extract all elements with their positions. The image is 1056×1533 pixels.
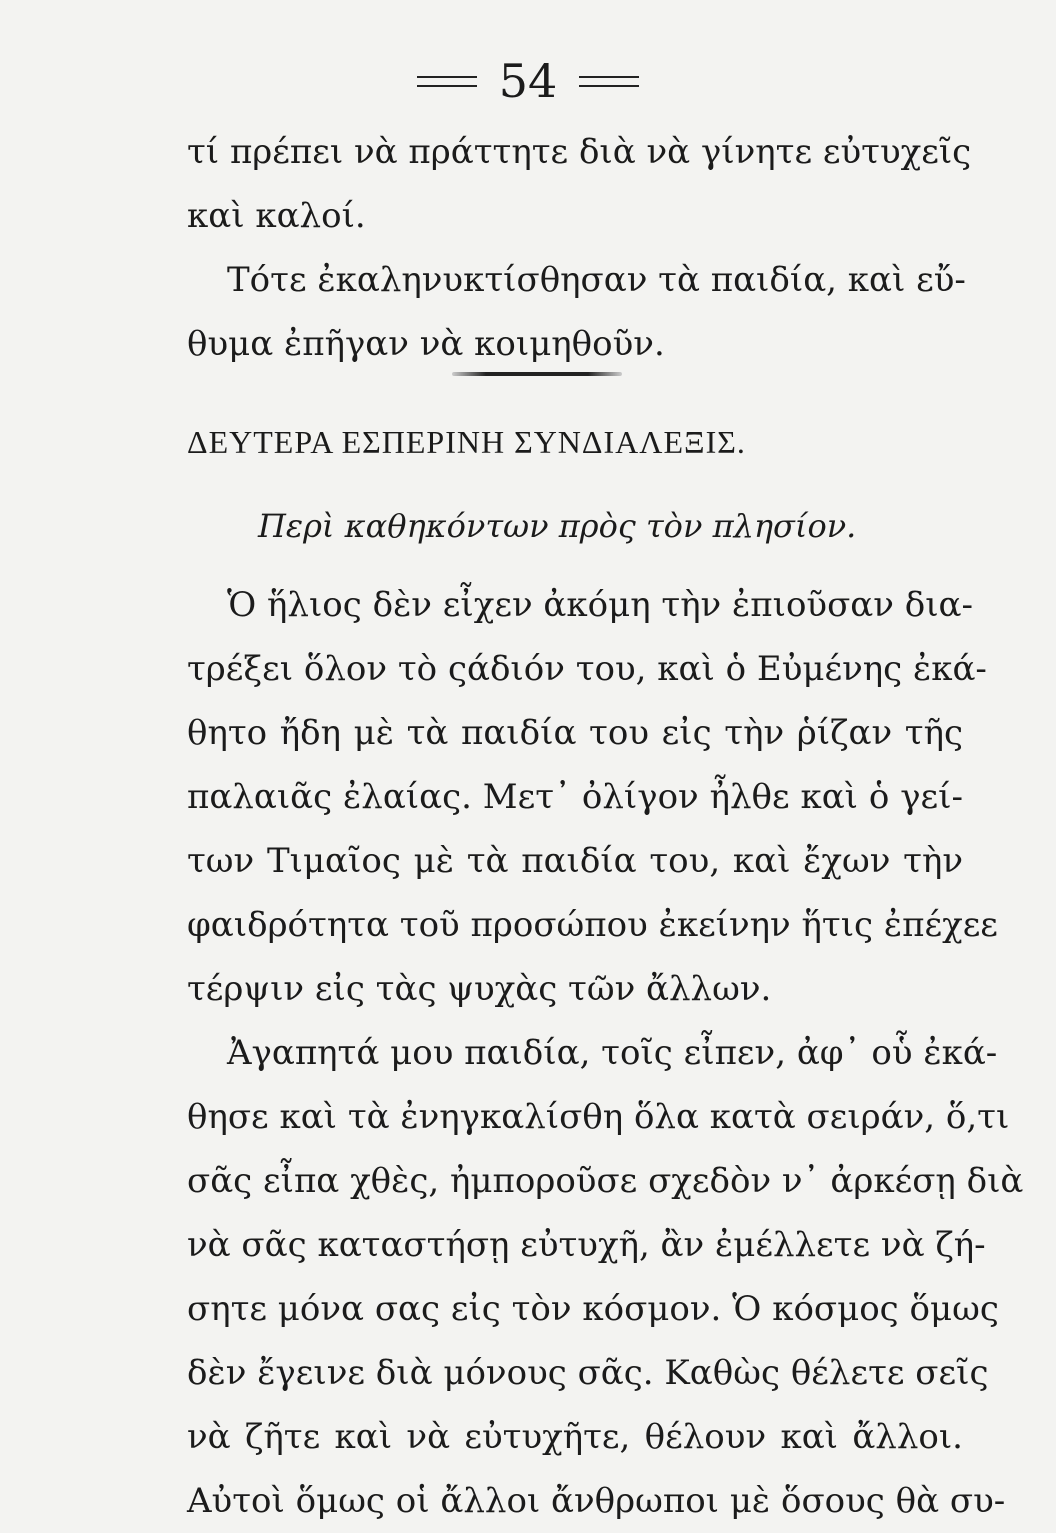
section-title: ΔΕΥΤΕΡΑ ΕΣΠΕΡΙΝΗ ΣΥΝΔΙΑΛΕΞΙΣ. — [187, 424, 746, 460]
right-double-rule — [579, 76, 639, 87]
text-line: τί πρέπει νὰ πράττητε διὰ νὰ γίνητε εὐτυχεῖς — [187, 132, 972, 172]
page-header — [0, 54, 1056, 108]
text-line: θησε καὶ τὰ ἐνηγκαλίσθη ὅλα κατὰ σειράν, ὅ,τι — [187, 1097, 1010, 1137]
text-line: φαιδρότητα τοῦ προσώπου ἐκείνην ἥτις ἐπέχεε — [187, 905, 998, 945]
text-line: θυμα ἐπῆγαν νὰ κοιμηθοῦν. — [187, 324, 665, 364]
text-line: Ὁ ἥλιος δὲν εἶχεν ἀκόμη τὴν ἐπιοῦσαν δια- — [227, 585, 973, 625]
text-line: νὰ σᾶς καταστήσῃ εὐτυχῆ, ἂν ἐμέλλετε νὰ ζή- — [187, 1225, 986, 1265]
page-number: 54 — [498, 54, 558, 108]
text-line: θητο ἤδη μὲ τὰ παιδία του εἰς τὴν ῥίζαν τῆς — [187, 713, 963, 753]
section-divider — [452, 372, 622, 376]
text-line: Τότε ἐκαληνυκτίσθησαν τὰ παιδία, καὶ εὔ- — [227, 260, 966, 300]
text-line: σητε μόνα σας εἰς τὸν κόσμον. Ὁ κόσμος ὅμως — [187, 1289, 999, 1329]
left-double-rule — [417, 76, 477, 87]
text-line: σᾶς εἶπα χθὲς, ἠμποροῦσε σχεδὸν ν᾽ ἀρκέσῃ διὰ — [187, 1161, 1024, 1201]
text-line: δὲν ἔγεινε διὰ μόνους σᾶς. Καθὼς θέλετε σεῖς — [187, 1353, 989, 1393]
previous-section-ending — [187, 120, 972, 376]
text-line: Ἀγαπητά μου παιδία, τοῖς εἶπεν, ἀφ᾽ οὗ ἐκά- — [227, 1033, 998, 1073]
text-line: τέρψιν εἰς τὰς ψυχὰς τῶν ἄλλων. — [187, 969, 772, 1009]
text-line: καὶ καλοί. — [187, 196, 366, 236]
text-line: παλαιᾶς ἐλαίας. Μετ᾽ ὀλίγον ἦλθε καὶ ὁ γεί- — [187, 777, 963, 817]
text-line: τρέξει ὅλον τὸ ςάδιόν του, καὶ ὁ Εὐμένης ἐκά- — [187, 649, 987, 689]
section-subtitle: Περὶ καθηκόντων πρὸς τὸν πλησίον. — [258, 507, 857, 545]
text-line: νὰ ζῆτε καὶ νὰ εὐτυχῆτε, θέλουν καὶ ἄλλοι. — [187, 1417, 963, 1457]
section-body — [187, 573, 1024, 1533]
text-line: των Τιμαῖος μὲ τὰ παιδία του, καὶ ἔχων τὴν — [187, 841, 963, 881]
text-line: Αὐτοὶ ὅμως οἱ ἄλλοι ἄνθρωποι μὲ ὅσους θὰ συ- — [187, 1481, 1006, 1521]
